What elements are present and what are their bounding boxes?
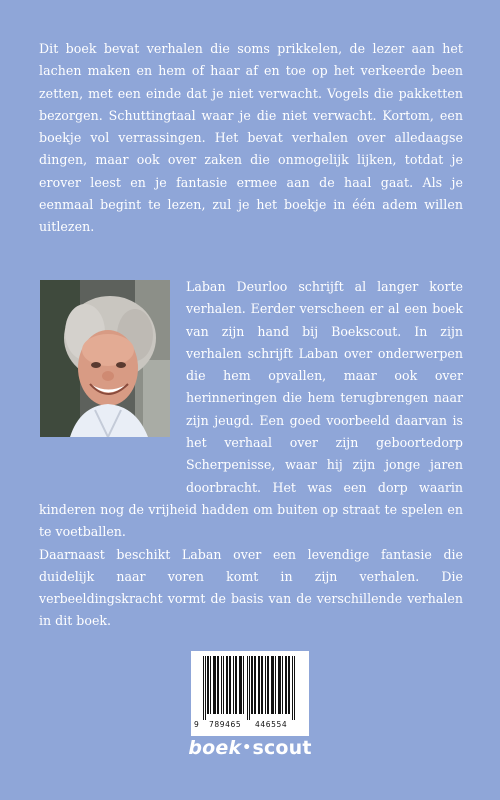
barcode-bar [261, 656, 263, 714]
barcode-bar [275, 656, 276, 714]
barcode-bar [233, 656, 234, 714]
barcode-bar [278, 656, 281, 714]
publisher-logo-separator: • [242, 740, 252, 756]
barcode-bar [285, 656, 287, 714]
barcode-bar [254, 656, 256, 714]
barcode-bar [282, 656, 283, 714]
author-bio-paragraph-1: Laban Deurloo schrijft al langer korte verhalen. Eerder verscheen er al een boek van zijn hand bij Boekscout. In zijn verhalen schrijft Laban over onderwerpen die hem opvallen, maar ook over herinneringen die hem terugbrengen naar zijn jeugd. Een goed voorbeeld daarvan is het verhaal over zijn geboortedorp Scherpenisse, waar hij zijn jonge jaren doorbracht. Het was een dorp waarin kinderen nog de vrijheid hadden om buiten op straat te spelen en te voetballen. [39, 279, 463, 540]
barcode-group-2: 446554 [255, 720, 288, 729]
barcode-bar [235, 656, 237, 714]
publisher-logo [185, 737, 315, 767]
barcode-guard-bar [247, 656, 248, 720]
barcode-bar [223, 656, 224, 714]
barcode-group-1: 789465 [209, 720, 242, 729]
barcode-bar [226, 656, 228, 714]
book-blurb: Dit boek bevat verhalen die soms prikkelen, de lezer aan het lachen maken en hem of haar af en toe op het verkeerde been zetten, met een einde dat je niet verwacht. Vogels die pakketten bezorgen. Schuttingtaal waar je die niet verwacht. Kortom, een boekje vol verrassingen. Het bevat verhalen over alledaagse dingen, maar ook over zaken die onmogelijk lijken, totdat je erover leest en je fantasie ermee aan de haal gaat. Als je eenmaal begint te lezen, zul je het boekje in één adem willen uitlezen. [39, 41, 463, 235]
photo-spacer [39, 276, 186, 496]
barcode-bar [265, 656, 266, 714]
publisher-logo-part-1: boek [188, 737, 242, 759]
barcode-bar [258, 656, 260, 714]
barcode-bar [239, 656, 242, 714]
barcode-guard-bar [203, 656, 204, 720]
barcode-bar [210, 656, 211, 714]
barcode-guard-bar [294, 656, 295, 720]
barcode-bar [288, 656, 290, 714]
barcode-guard-bar [205, 656, 206, 720]
barcode-lead-digit: 9 [194, 720, 200, 729]
barcode-bar [207, 656, 209, 714]
barcode-bar [217, 656, 219, 714]
publisher-logo-part-2: scout [252, 737, 312, 759]
barcode-bar [213, 656, 216, 714]
barcode-bar [251, 656, 253, 714]
barcode-bar [243, 656, 244, 714]
barcode-bar [221, 656, 222, 714]
barcode-guard-bar [292, 656, 293, 720]
barcode-bar [229, 656, 231, 714]
barcode-bar [267, 656, 269, 714]
author-bio [39, 276, 463, 633]
isbn-barcode [191, 651, 309, 736]
barcode-bar [271, 656, 274, 714]
author-bio-paragraph-2: Daarnaast beschikt Laban over een levendige fantasie die duidelijk naar voren komt in zijn verhalen. Die verbeeldingskracht vormt de basis van de verschillende verhalen in dit boek. [39, 546, 463, 629]
barcode-guard-bar [249, 656, 250, 720]
barcode-bars [191, 651, 309, 721]
